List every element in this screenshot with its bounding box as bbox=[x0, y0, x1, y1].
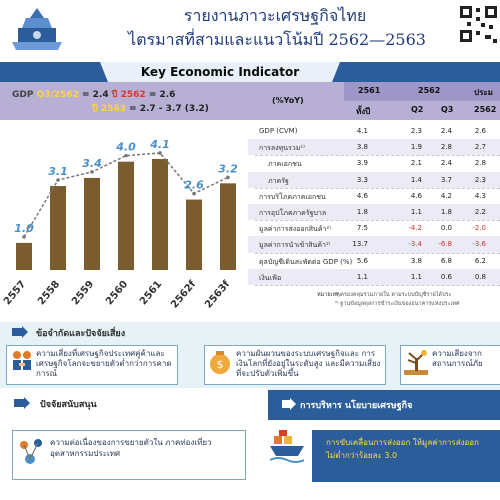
table-cell: 0.0 bbox=[440, 224, 452, 233]
header-q2: Q2 bbox=[411, 105, 424, 114]
table-cell: 1.8 bbox=[440, 208, 452, 216]
table-note-1: ¹⁾ ครองคลุมรวมภายใน ตามระบบบัญชีรายได้ประ bbox=[335, 292, 452, 298]
table-row-label: มูลค่าการส่งออกสินค้า²⁾ bbox=[259, 225, 331, 234]
table-cell: 5.6 bbox=[356, 256, 368, 265]
bar-2557 bbox=[16, 243, 32, 270]
page-title: รายงานภาวะเศรษฐกิจไทย bbox=[183, 6, 367, 25]
table-row-label: มูลค่าการนำเข้าสินค้า²⁾ bbox=[259, 241, 331, 250]
table-cell: -3.6 bbox=[472, 240, 486, 249]
row-divider bbox=[255, 253, 500, 254]
bar-2558 bbox=[50, 186, 66, 270]
x-tick-2563f: 2563f bbox=[203, 278, 233, 311]
page-subtitle: ไตรมาสที่สามและแนวโน้มปี 2562—2563 bbox=[128, 30, 426, 49]
header-forecast: ประม bbox=[474, 88, 493, 97]
arrow-icon bbox=[12, 326, 28, 338]
people-handshake-icon bbox=[10, 350, 34, 376]
table-cell: 2.4 bbox=[440, 127, 452, 135]
table-row-label: การอุปโภคภาครัฐบาล bbox=[259, 209, 327, 217]
table-cell: -2.0 bbox=[472, 224, 486, 233]
row-divider bbox=[255, 188, 500, 189]
table-cell: 6.2 bbox=[474, 256, 486, 265]
data-label-2557: 1.0 bbox=[14, 221, 34, 235]
header-2562: 2562 bbox=[474, 105, 497, 114]
table-cell: 1.1 bbox=[356, 272, 368, 281]
trend-point-2557 bbox=[22, 235, 26, 239]
table-cell: 2.7 bbox=[474, 143, 486, 152]
table-cell: 3.7 bbox=[440, 175, 452, 184]
support-section-title: ปัจจัยสนับสนุน bbox=[40, 400, 97, 410]
data-label-2560: 4.0 bbox=[116, 140, 136, 154]
table-cell: 6.8 bbox=[440, 256, 452, 265]
bar-2561 bbox=[152, 159, 168, 270]
bar-2563f bbox=[220, 183, 236, 270]
table-row-label: ภาคเอกชน bbox=[268, 160, 302, 169]
table-cell: -3.4 bbox=[408, 240, 422, 249]
table-cell: 2.8 bbox=[474, 159, 486, 168]
data-label-2558: 3.1 bbox=[48, 165, 68, 179]
table-note-2: ²⁾ ฐานข้อมูลดุลการชำระเงินของธนาคารแห่งประเทศ bbox=[335, 301, 460, 307]
table-cell: -4.2 bbox=[408, 224, 422, 233]
money-bag-icon bbox=[208, 350, 232, 376]
table-row-label: เงินเฟ้อ bbox=[259, 273, 282, 282]
policy-section-title: การบริหาร นโยบายเศรษฐกิจ bbox=[300, 401, 413, 411]
agency-emblem-icon bbox=[8, 6, 66, 52]
table-cell: 2.4 bbox=[440, 159, 452, 168]
trend-point-2563f bbox=[226, 176, 230, 180]
risk-card-2-text: ความผันผวนของระบบเศรษฐกิจและ การเงินโลกที่ยังอยู่ในระดับสูง และมีความเสี่ยงที่จะปรับตัวเพิ่มขึ้น bbox=[236, 349, 381, 378]
table-cell: 2.8 bbox=[440, 143, 452, 152]
trend-point-2559 bbox=[90, 170, 94, 174]
arrow-icon bbox=[14, 397, 30, 409]
table-cell: -6.8 bbox=[438, 240, 452, 249]
x-tick-2562f: 2562f bbox=[169, 278, 199, 311]
svg-text:$: $ bbox=[216, 358, 224, 371]
table-cell: 0.8 bbox=[474, 272, 486, 281]
banner-title: Key Economic Indicator bbox=[140, 65, 300, 79]
table-row-label: ดุลบัญชีเดินสะพัดต่อ GDP (%) bbox=[259, 257, 353, 266]
support-card-text: ความต่อเนื่องของการขยายตัวใน ภาคท่องเที่ยวอุตสาหกรรมประเทศ bbox=[50, 438, 212, 458]
header-full-year: ทั้งปี bbox=[356, 107, 371, 116]
table-cell: 1.8 bbox=[356, 208, 368, 216]
gdp-forecast-line: ปี 2563 = 2.7 - 3.7 (3.2) bbox=[92, 104, 209, 114]
x-tick-2558: 2558 bbox=[35, 278, 63, 308]
table-cell: 3.8 bbox=[410, 256, 422, 265]
table-cell: 13.7 bbox=[352, 240, 368, 249]
table-cell: 3.9 bbox=[356, 159, 368, 168]
data-label-2563f: 3.2 bbox=[218, 162, 238, 176]
header-q3: Q3 bbox=[441, 105, 454, 114]
table-row-label: GDP (CVM) bbox=[259, 127, 298, 135]
table-cell: 2.3 bbox=[474, 175, 486, 184]
x-tick-2561: 2561 bbox=[137, 278, 165, 308]
table-cell: 4.6 bbox=[410, 191, 422, 200]
header-year-2561: 2561 bbox=[358, 86, 381, 95]
arrow-icon bbox=[282, 398, 296, 410]
note-label: หมายเหตุ: bbox=[317, 292, 342, 298]
drought-tree-icon bbox=[404, 350, 428, 376]
table-cell: 4.6 bbox=[356, 191, 368, 200]
row-divider bbox=[255, 285, 500, 286]
policy-export-line-2: ไม่ต่ำกว่าร้อยละ 3.0 bbox=[326, 451, 398, 460]
table-cell: 0.6 bbox=[440, 272, 452, 281]
table-cell: 3.3 bbox=[356, 175, 368, 184]
trend-point-2562f bbox=[192, 192, 196, 196]
cargo-ship-icon bbox=[270, 430, 304, 464]
trend-point-2558 bbox=[56, 178, 60, 182]
bar-2559 bbox=[84, 178, 100, 270]
table-unit-label: (%YoY) bbox=[272, 96, 304, 105]
risk-section-title: ข้อจำกัดและปัจจัยเสี่ยง bbox=[36, 329, 126, 339]
table-cell: 1.9 bbox=[410, 143, 422, 152]
policy-export-line-1: การขับเคลื่อนการส่งออก ให้มูลค่าการส่งออก bbox=[326, 438, 479, 447]
bar-2560 bbox=[118, 162, 134, 270]
data-label-2562f: 2.6 bbox=[184, 178, 204, 192]
table-cell: 2.2 bbox=[474, 208, 486, 216]
x-tick-2559: 2559 bbox=[69, 278, 97, 308]
network-tourism-icon bbox=[16, 437, 44, 467]
table-cell: 2.1 bbox=[410, 159, 422, 168]
table-cell: 3.8 bbox=[356, 143, 368, 152]
risk-card-3-text: ความเสี่ยงจาก สถานการณ์ภัย bbox=[432, 349, 483, 368]
table-cell: 7.5 bbox=[356, 224, 368, 233]
table-cell: 2.3 bbox=[410, 127, 422, 135]
gdp-quarter-line: GDP Q3/2562 = 2.4 ปี 2562 = 2.6 bbox=[12, 90, 176, 100]
qr-code-icon[interactable] bbox=[457, 3, 500, 45]
x-tick-2557: 2557 bbox=[1, 278, 29, 308]
table-cell: 1.1 bbox=[410, 272, 422, 281]
bar-2562f bbox=[186, 200, 202, 270]
header-year-2562: 2562 bbox=[418, 86, 441, 95]
table-row-label: การลงทุนรวม¹⁾ bbox=[259, 144, 305, 153]
table-cell: 4.3 bbox=[474, 191, 486, 200]
trend-point-2560 bbox=[124, 154, 128, 158]
data-label-2561: 4.1 bbox=[150, 137, 170, 151]
table-cell: 4.1 bbox=[356, 127, 368, 135]
table-cell: 1.1 bbox=[410, 208, 422, 216]
risk-card-1-text: ความเสี่ยงที่เศรษฐกิจประเทศคู่ค้าและ เศรษฐกิจโลกจะขยายตัวต่ำกว่าการคาดการณ์ bbox=[36, 349, 172, 378]
gdp-growth-chart bbox=[0, 120, 248, 320]
table-row-label: ภาครัฐ bbox=[268, 176, 289, 185]
policy-export-text bbox=[326, 436, 479, 462]
table-cell: 4.2 bbox=[440, 191, 452, 200]
trend-point-2561 bbox=[158, 151, 162, 155]
row-divider bbox=[255, 220, 500, 221]
row-divider bbox=[255, 155, 500, 156]
table-row-label: การบริโภคภาคเอกชน bbox=[259, 192, 326, 201]
table-cell: 2.6 bbox=[474, 127, 486, 135]
data-label-2559: 3.4 bbox=[82, 156, 102, 170]
table-cell: 1.4 bbox=[410, 175, 422, 184]
x-tick-2560: 2560 bbox=[103, 278, 131, 308]
